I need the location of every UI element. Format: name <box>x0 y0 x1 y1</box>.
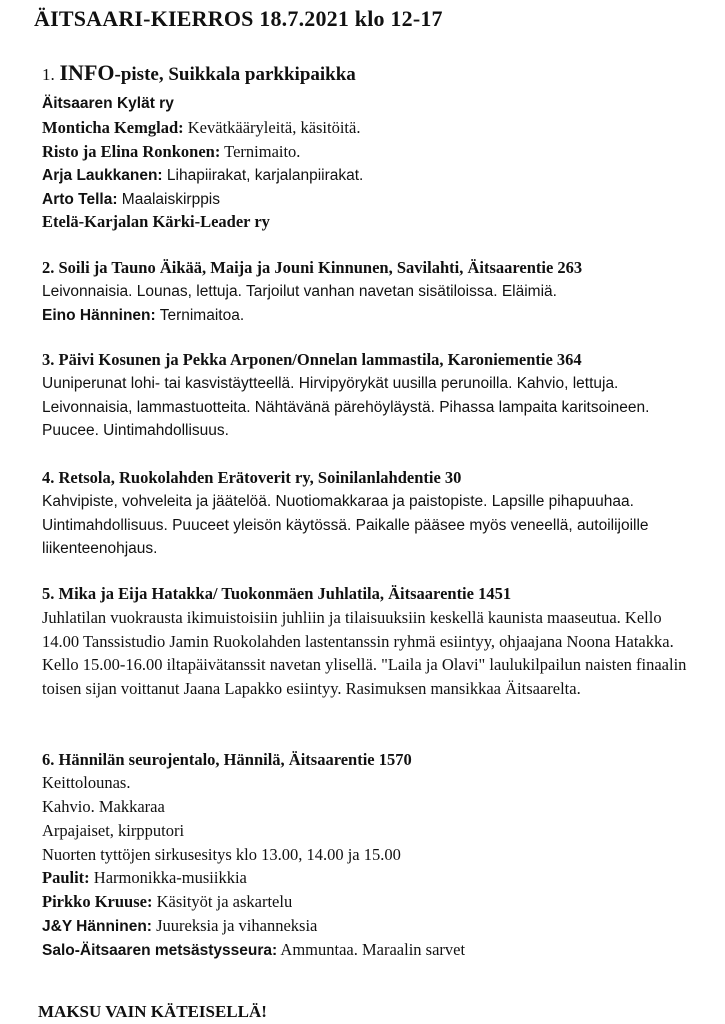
section-1-info: INFO <box>59 60 115 85</box>
list-item: Kahvio. Makkaraa <box>42 797 165 816</box>
section-4-heading: 4. Retsola, Ruokolahden Erätoverit ry, Soinilanlahdentie 30 <box>42 468 462 487</box>
vendor-name: Pirkko Kruuse: <box>42 892 153 911</box>
payment-note: MAKSU VAIN KÄTEISELLÄ! <box>38 1002 267 1021</box>
list-item <box>42 938 465 962</box>
list-item <box>42 188 220 211</box>
section-3-text: Uuniperunat lohi- tai kasvistäytteellä. Hirvipyörykät uusilla perunoilla. Kahvio, lettuja. Leivonnaisia, lammastuotteita. Nähtävänä pärehöyläystä. Pihassa lampaita karitsoineen. Puucee. Uintimahdollisuus. <box>42 375 650 439</box>
list-item <box>42 890 292 913</box>
list-item <box>42 303 244 327</box>
list-item <box>42 140 300 163</box>
section-6-heading: 6. Hännilän seurojentalo, Hännilä, Äitsaarentie 1570 <box>42 750 412 769</box>
section-1-heading-rest: -piste, Suikkala parkkipaikka <box>114 64 356 85</box>
section-1-org: Äitsaaren Kylät ry <box>42 95 174 112</box>
vendor-offer: Harmonikka-musiikkia <box>89 868 247 887</box>
section-3-heading: 3. Päivi Kosunen ja Pekka Arponen/Onnelan lammastila, Karoniementie 364 <box>42 350 582 369</box>
vendor-name: J&Y Hänninen: <box>42 918 152 935</box>
vendor-offer: Juureksia ja vihanneksia <box>151 916 318 935</box>
list-item: Keittolounas. <box>42 773 131 792</box>
vendor-offer: Ternimaitoa. <box>155 307 245 324</box>
section-5-heading: 5. Mika ja Eija Hatakka/ Tuokonmäen Juhlatila, Äitsaarentie 1451 <box>42 584 512 603</box>
vendor-offer: Maalaiskirppis <box>117 191 221 208</box>
vendor-name: Paulit: <box>42 868 90 887</box>
section-2-heading: 2. Soili ja Tauno Äikää, Maija ja Jouni Kinnunen, Savilahti, Äitsaarentie 263 <box>42 258 583 277</box>
vendor-offer: Ternimaito. <box>220 142 301 161</box>
list-item <box>42 914 317 938</box>
section-1-heading <box>42 60 356 86</box>
page-title: ÄITSAARI-KIERROS 18.7.2021 klo 12-17 <box>34 6 443 31</box>
vendor-offer: Lihapiirakat, karjalanpiirakat. <box>162 167 364 184</box>
section-1-number: 1. <box>42 65 55 84</box>
list-item: Arpajaiset, kirpputori <box>42 821 185 840</box>
vendor-name: Risto ja Elina Ronkonen: <box>42 142 221 161</box>
list-item <box>42 116 360 139</box>
vendor-offer: Kevätkääryleitä, käsitöitä. <box>183 118 361 137</box>
section-5-text: Juhlatilan vuokrausta ikimuistoisiin juhliin ja tilaisuuksiin keskellä kaunista maaseutua. Kello 14.00 Tanssistudio Jamin Ruokolahden lastentanssin ryhmä esiintyy, ohjaajana Noona Hatakka. Kello 15.00-16.00 iltapäivätanssit navetan ylisellä. "Laila ja Olavi" laulukilpailun naisten finaalin toisen sijan voittanut Jaana Lapakko esiintyy. Rasimuksen mansikkaa Äitsaarelta. <box>42 608 687 698</box>
list-item <box>42 164 363 187</box>
section-2-text: Leivonnaisia. Lounas, lettuja. Tarjoilut vanhan navetan sisätiloissa. Eläimiä. <box>42 283 557 300</box>
vendor-name: Salo-Äitsaaren metsästysseura: <box>42 942 278 959</box>
vendor-name: Arto Tella: <box>42 191 118 208</box>
vendor-name: Arja Laukkanen: <box>42 167 163 184</box>
vendor-offer: Käsityöt ja askartelu <box>152 892 293 911</box>
vendor-name: Eino Hänninen: <box>42 307 156 324</box>
vendor-offer: Ammuntaa. Maraalin sarvet <box>277 940 466 959</box>
section-1-org-2: Etelä-Karjalan Kärki-Leader ry <box>42 212 270 231</box>
list-item: Nuorten tyttöjen sirkusesitys klo 13.00, 14.00 ja 15.00 <box>42 845 401 864</box>
list-item <box>42 866 247 889</box>
section-4-text: Kahvipiste, vohveleita ja jäätelöä. Nuotiomakkaraa ja paistopiste. Lapsille pihapuuhaa. Uintimahdollisuus. Puuceet yleisön käytössä. Paikalle pääsee myös veneellä, autoilijoille liikenteenohjaus. <box>42 493 649 557</box>
vendor-name: Monticha Kemglad: <box>42 118 184 137</box>
